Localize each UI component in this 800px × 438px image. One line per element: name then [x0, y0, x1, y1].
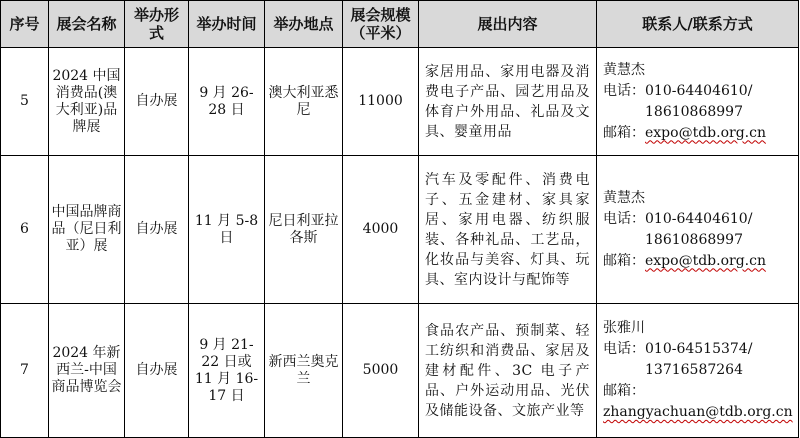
phone-label: 电话： [603, 210, 645, 227]
cell-name: 中国品牌商品（尼日利亚）展 [49, 156, 125, 304]
email-label: 邮箱： [603, 124, 645, 141]
header-place: 举办地点 [265, 1, 343, 48]
header-type: 举办形式 [125, 1, 189, 48]
cell-time: 11 月 5-8 日 [189, 156, 265, 304]
table-row [1, 48, 799, 156]
cell-name: 2024 年新西兰-中国商品博览会 [49, 304, 125, 438]
cell-place: 新西兰奥克兰 [265, 304, 343, 438]
phone-number: 010-64404610/ [645, 82, 753, 99]
contact-person: 黄慧杰 [603, 189, 645, 206]
cell-type: 自办展 [125, 48, 189, 156]
cell-place: 澳大利亚悉尼 [265, 48, 343, 156]
cell-time: 9 月 21-22 日或 11 月 16-17 日 [189, 304, 265, 438]
cell-contact [597, 304, 799, 438]
header-time: 举办时间 [189, 1, 265, 48]
email-label: 邮箱： [603, 252, 645, 269]
cell-place: 尼日利亚拉各斯 [265, 156, 343, 304]
phone-number-2: 13716587264 [645, 362, 743, 378]
cell-type: 自办展 [125, 156, 189, 304]
cell-scale: 5000 [343, 304, 419, 438]
header-name: 展会名称 [49, 1, 125, 48]
cell-contact [597, 48, 799, 156]
table-row [1, 156, 799, 304]
header-index: 序号 [1, 1, 49, 48]
header-row [1, 1, 799, 48]
cell-scale: 11000 [343, 48, 419, 156]
email-label: 邮箱： [603, 383, 645, 399]
cell-name: 2024 中国消费品(澳大利亚)品牌展 [49, 48, 125, 156]
phone-number-2: 18610868997 [645, 103, 743, 120]
header-content: 展出内容 [419, 1, 597, 48]
cell-type: 自办展 [125, 304, 189, 438]
header-contact: 联系人/联系方式 [597, 1, 799, 48]
cell-contact [597, 156, 799, 304]
phone-label: 电话： [603, 82, 645, 99]
phone-number-2: 18610868997 [645, 231, 743, 248]
header-scale: 展会规模（平米） [343, 1, 419, 48]
email-link[interactable]: expo@tdb.org.cn [645, 252, 766, 269]
cell-index: 6 [1, 156, 49, 304]
cell-content: 食品农产品、预制菜、轻工纺织和消费品、家居及建材配件、3C 电子产品、户外运动用品、光伏及储能设备、文旅产业等 [419, 304, 597, 438]
cell-scale: 4000 [343, 156, 419, 304]
cell-time: 9 月 26-28 日 [189, 48, 265, 156]
cell-content: 家居用品、家用电器及消费电子产品、园艺用品及体育户外用品、礼品及文具、婴童用品 [419, 48, 597, 156]
cell-index: 5 [1, 48, 49, 156]
email-link[interactable]: zhangyachuan@tdb.org.cn [603, 404, 793, 420]
phone-number: 010-64515374/ [645, 341, 753, 357]
contact-person: 黄慧杰 [603, 61, 645, 78]
email-link[interactable]: expo@tdb.org.cn [645, 124, 766, 141]
phone-number: 010-64404610/ [645, 210, 753, 227]
cell-index: 7 [1, 304, 49, 438]
table-row [1, 304, 799, 438]
phone-label: 电话： [603, 341, 645, 357]
cell-content: 汽车及零配件、消费电子、五金建材、家具家居、家用电器、纺织服装、各种礼品、工艺品，化妆品与美容、灯具、玩具、室内设计与配饰等 [419, 156, 597, 304]
contact-person: 张雅川 [603, 320, 645, 336]
